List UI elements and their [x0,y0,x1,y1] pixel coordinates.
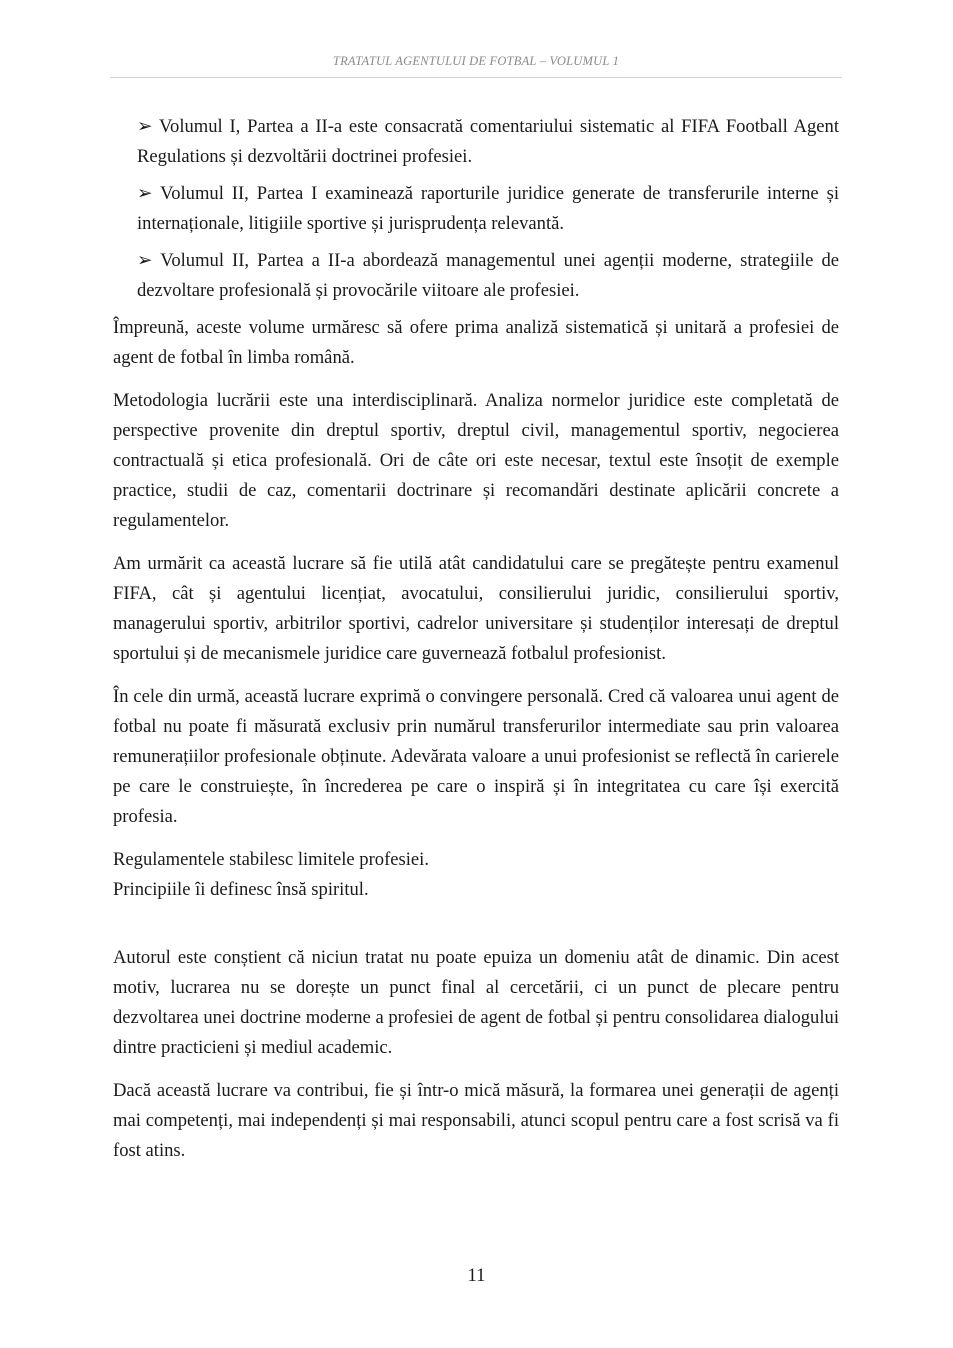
bullet-item-volume-1-part-2: ➢ Volumul I, Partea a II-a este consacrată comentariului sistematic al FIFA Football Agent Regulations și dezvoltării doctrinei profesiei. [137,116,839,167]
paragraph-author-note: Autorul este conștient că niciun tratat nu poate epuiza un domeniu atât de dinamic. Din acest motiv, lucrarea nu se dorește un punct final al cercetării, ci un punct de plecare pentru dezvoltarea unei doctrine moderne a profesiei de agent de fotbal și pentru consolidarea dialogului dintre practicieni și mediul academic. [113,947,839,1058]
paragraph-closing: Dacă această lucrare va contribui, fie și într-o mică măsură, la formarea unei generații de agenți mai competenți, mai independenți și mai responsabili, atunci scopul pentru care a fost scrisă va fi fost atins. [113,1080,839,1161]
bullet-item-volume-2-part-2: ➢ Volumul II, Partea a II-a abordează managementul unei agenții moderne, strategiile de dezvoltare profesională și provocările viitoare ale profesiei. [137,250,839,301]
paragraph-audience: Am urmărit ca această lucrare să fie utilă atât candidatului care se pregătește pentru examenul FIFA, cât și agentului licențiat, avocatului, consilierului juridic, consilierului sportiv, managerului sportiv, arbitrilor sportivi, cadrelor universitare și studenților interesați de dreptul sportului și de mecanismele juridice care guvernează fotbalul profesionist. [113,553,839,664]
line-principles: Principiile îi definesc însă spiritul. [113,879,369,900]
bullet-item-volume-2-part-1: ➢ Volumul II, Partea I examinează raporturile juridice generate de transferurile interne și internaționale, litigiile sportive și jurisprudența relevantă. [137,183,839,234]
paragraph-conviction: În cele din urmă, această lucrare exprimă o convingere personală. Cred că valoarea unui agent de fotbal nu poate fi măsurată exclusiv prin numărul transferurilor intermediate sau prin valoarea remunerațiilor profesionale obținute. Adevărata valoare a unui profesionist se reflectă în carierele pe care le construiește, în încrederea pe care o inspiră și în integritatea cu care își exercită profesia. [113,686,839,827]
page-number: 11 [467,1265,486,1286]
header-divider [110,77,842,78]
running-header-title: TRATATUL AGENTULUI DE FOTBAL – VOLUMUL 1 [332,54,620,68]
paragraph-methodology: Metodologia lucrării este una interdisciplinară. Analiza normelor juridice este completată de perspective provenite din dreptul sportiv, dreptul civil, managementul sportiv, negocierea contractuală și etica profesională. Ori de câte ori este necesar, textul este însoțit de exemple practice, studii de caz, comentarii doctrinare și recomandări destinate aplicării concrete a regulamentelor. [113,390,839,531]
line-regulations: Regulamentele stabilesc limitele profesiei. [113,849,429,870]
section-spacer [113,905,839,943]
page-body [113,112,839,1179]
paragraph-together: Împreună, aceste volume urmăresc să ofere prima analiză sistematică și unitară a profesiei de agent de fotbal în limba română. [113,317,839,368]
